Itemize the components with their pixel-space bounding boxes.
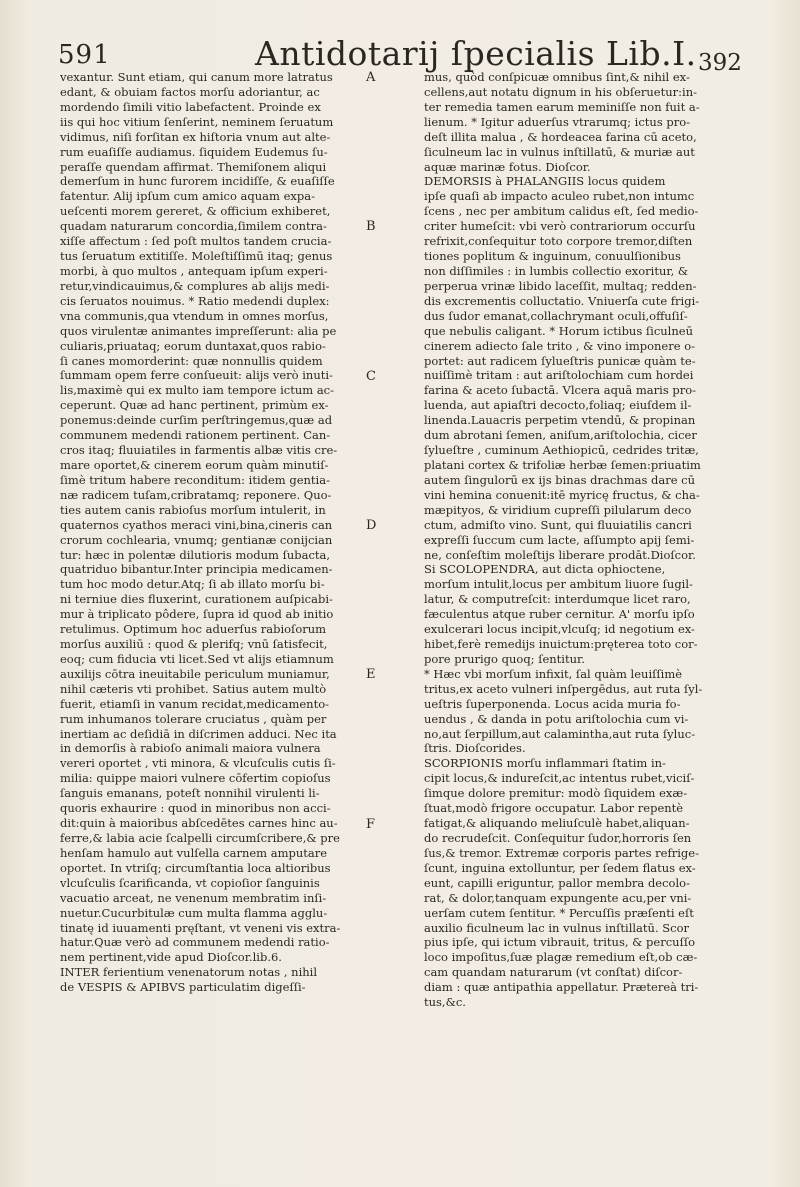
text-line: vini hemina conuenit:itē myricę fructus, & cha- — [424, 487, 700, 502]
text-line: culiaris,priuataq; eorum duntaxat,quos rabio- — [60, 338, 326, 353]
left-text-column — [60, 70, 358, 995]
text-line: vidimus, niſi forſitan ex hiſtoria vnum aut alte- — [60, 129, 331, 144]
text-line: de VESPIS & APIBVS particulatim digeſſi- — [60, 980, 306, 995]
text-line: cipit locus,& indureſcit,ac intentus rubet,viciſ- — [424, 771, 695, 786]
text-line: cros itaq; fluuiatiles in farmentis albæ vitis cre- — [60, 443, 338, 458]
text-line: hatur.Quæ verò ad communem medendi ratio- — [60, 935, 330, 950]
text-line: tur: hæc in polentæ dilutioris modum ſubacta, — [60, 547, 331, 562]
text-line: cam quandam naturarum (vt conſtat) diſcor- — [424, 965, 683, 980]
text-line: crorum cochlearia, vnumq; gentianæ conijcian — [60, 532, 333, 547]
text-line: Si SCOLOPENDRA, aut dicta ophioctene, — [424, 562, 666, 577]
text-line: linenda.Lauacris perpetim vtendū, & propinan — [424, 413, 696, 428]
margin-letter: E — [366, 667, 376, 683]
page-number-right: 392 — [698, 50, 742, 76]
text-line: fatigat,& aliquando meliuſculè habet,aliquan- — [424, 816, 690, 831]
text-line: quoris exhaurire : quod in minoribus non acci- — [60, 801, 331, 816]
text-line: luenda, aut apiaſtri decocto,foliaq; eiuſdem il- — [424, 398, 692, 413]
text-line: vexantur. Sunt etiam, qui canum more latratus — [60, 70, 333, 84]
text-line: ſiculneum lac in vulnus inſtillatū, & muriæ aut — [424, 144, 695, 159]
right-text-column — [424, 70, 722, 1010]
text-line: nuetur.Cucurbitulæ cum multa flamma agglu- — [60, 905, 328, 920]
text-line: ſanguis emanans, poteſt nonnihil virulenti li- — [60, 786, 320, 801]
text-line: eunt, capilli eriguntur, pallor membra decolo- — [424, 875, 690, 890]
text-line: quadam naturarum concordia,ſimilem contra- — [60, 219, 327, 234]
text-line: deſt illita malua , & hordeacea farina cū aceto, — [424, 129, 697, 144]
margin-letter: B — [366, 219, 376, 235]
text-line: uerſam cutem ſentitur. * Percuſſis præſenti eſt — [424, 905, 694, 920]
text-line: tum hoc modo detur.Atq; ſi ab illato morſu bi- — [60, 577, 325, 592]
running-title: Antidotarij ſpecialis Lib.I. — [255, 34, 697, 73]
text-line: mare oportet,& cinerem eorum quàm minutiſ- — [60, 457, 329, 472]
margin-letter: A — [366, 70, 376, 85]
text-line: tus,&c. — [424, 995, 466, 1010]
text-line: que nebulis caligant. * Horum ictibus ſiculneū — [424, 323, 693, 338]
text-line: loco impoſitus,ſuæ plagæ remedium eſt,ob cæ- — [424, 950, 698, 965]
text-line: diam : quæ antipathia appellatur. Prætereà tri- — [424, 980, 699, 995]
text-line: xiſſe affectum : ſed poſt multos tandem crucia- — [60, 234, 332, 249]
text-line: retulimus. Optimum hoc aduerſus rabioſorum — [60, 622, 327, 637]
text-line: dum abrotani ſemen, aniſum,ariſtolochia, cicer — [424, 428, 697, 443]
text-line: mus, quòd conſpicuæ omnibus ſint,& nihil ex- — [424, 70, 690, 84]
text-line: uendus , & danda in potu ariſtolochia cum vi- — [424, 711, 689, 726]
text-line: * Hæc vbi morſum infixit, ſal quàm leuiſſimè — [424, 666, 683, 681]
text-line: no,aut ſerpillum,aut calamintha,aut ruta ſyluc- — [424, 726, 696, 741]
text-line: ſylueſtre , cuminum Aethiopicū, cedrides tritæ, — [424, 443, 699, 458]
text-line: demerſum in hunc furorem incidiſſe, & euaſiſſe — [60, 174, 335, 189]
margin-letter: F — [366, 816, 376, 832]
text-line: mæpityos, & viridium cupreſſi pilularum deco — [424, 502, 692, 517]
text-line: tritus,ex aceto vulneri inſpergēdus, aut ruta ſyl- — [424, 681, 703, 696]
text-line: fuerit, etiamſi in vanum recidat,medicamento- — [60, 696, 330, 711]
text-line: edant, & obuiam factos morſu adoriantur, ac — [60, 84, 320, 99]
text-line: dis excrementis colluctatio. Vniuerſa cute frigi- — [424, 293, 700, 308]
text-line: ne, conſeſtim moleſtijs liberare prodāt.Dioſcor. — [424, 547, 696, 562]
text-line: ctum, admiſto vino. Sunt, qui fluuiatilis cancri — [424, 517, 692, 532]
text-line: mordendo ſimili vitio labefactent. Proinde ex — [60, 99, 321, 114]
text-line: oportet. In vtriſq; circumſtantia loca altioribus — [60, 860, 331, 875]
text-line: ſtuat,modò frigore occupatur. Labor repentè — [424, 801, 684, 816]
text-line: platani cortex & trifoliæ herbæ ſemen:priuatim — [424, 457, 701, 472]
text-line: inertiam ac deſidiā in diſcrimen adduci. Nec ita — [60, 726, 337, 741]
text-line: ponemus:deinde curſim perſtringemus,quæ ad — [60, 413, 333, 428]
text-line: in demorſis à rabioſo animali maiora vulnera — [60, 741, 321, 756]
text-line: SCORPIONIS morſu inflammari ſtatim in- — [424, 756, 666, 771]
margin-letter: D — [366, 517, 377, 533]
text-line: criter humeſcit: vbi verò contrariorum occurſu — [424, 219, 696, 234]
text-line: aquæ marinæ fotus. Dioſcor. — [424, 159, 591, 174]
page-number-left: 591 — [58, 40, 111, 70]
text-line: iis qui hoc vitium ſenſerint, neminem ſeruatum — [60, 114, 334, 129]
text-line: dus ſudor emanat,collachrymant oculi,offuſiſ- — [424, 308, 688, 323]
text-line: auxilijs cōtra ineuitabile periculum muniamur, — [60, 666, 330, 681]
text-line: ueſcenti morem gereret, & officium exhiberet, — [60, 204, 331, 219]
text-line: ter remedia tamen earum meminiſſe non fuit a- — [424, 99, 700, 114]
text-line: vereri oportet , vti minora, & vlcuſculis cutis ſi- — [60, 756, 336, 771]
text-line: retur,vindicauimus,& complures ab alijs medi- — [60, 278, 330, 293]
text-line: quos virulentæ animantes impreſſerunt: alia pe — [60, 323, 337, 338]
text-line: ſcens , nec per ambitum calidus eſt, ſed medio- — [424, 204, 699, 219]
text-line: do recrudeſcit. Conſequitur ſudor,horroris ſen — [424, 831, 692, 846]
text-line: portet: aut radicem ſylueſtris punicæ quàm te- — [424, 353, 696, 368]
text-line: nuiſſimè tritam : aut ariſtolochiam cum hordei — [424, 368, 694, 383]
text-line: ſcunt, inguina extolluntur, per ſedem flatus ex- — [424, 860, 696, 875]
text-line: expreſſi ſuccum cum lacte, aſſumpto apij ſemi- — [424, 532, 695, 547]
text-line: morſus auxiliū : quod & plerifq; vnū ſatisfecit, — [60, 637, 328, 652]
text-line: pius ipſe, qui ictum vibrauit, tritus, & percuſſo — [424, 935, 696, 950]
text-line: vna communis,qua vtendum in omnes morſus, — [60, 308, 329, 323]
text-line: ipſe quaſi ab impacto aculeo rubet,non intumc — [424, 189, 695, 204]
text-line: næ radicem tuſam,cribratamq; reponere. Quo- — [60, 487, 332, 502]
text-line: quaternos cyathos meraci vini,bina,cineris can — [60, 517, 333, 532]
text-line: nihil cæteris vti prohibet. Satius autem multò — [60, 681, 327, 696]
text-line: non diſſimiles : in lumbis collectio exoritur, & — [424, 263, 689, 278]
text-line: tinatę id iuuamenti pręſtant, vt veneni vis extra- — [60, 920, 341, 935]
text-line: ceperunt. Quæ ad hanc pertinent, primùm ex- — [60, 398, 329, 413]
text-line: ferre,& labia acie ſcalpelli circumſcribere,& pre — [60, 831, 340, 846]
text-line: perperua vrinæ libido laceſſit, multaq; redden- — [424, 278, 697, 293]
text-line: pore prurigo quoq; ſentitur. — [424, 651, 585, 666]
text-line: ſi canes momorderint: quæ nonnullis quidem — [60, 353, 323, 368]
text-line: hibet,ferè remedijs inuictum:pręterea toto cor- — [424, 637, 698, 652]
text-line: ueſtris ſuperponenda. Locus acida muria fo- — [424, 696, 681, 711]
text-line: ſimque dolore premitur: modò ſiquidem exæ- — [424, 786, 688, 801]
text-line: cis ſeruatos nouimus. * Ratio medendi duplex: — [60, 293, 330, 308]
text-line: tus ſeruatum extitiſſe. Moleſtiſſimū itaq; genus — [60, 249, 333, 264]
text-line: refrixit,conſequitur toto corpore tremor,diſten — [424, 234, 693, 249]
text-line: peraſſe quendam affirmat. Themiſonem aliqui — [60, 159, 327, 174]
text-line: exulcerari locus incipit,vlcuſq; id negotium ex- — [424, 622, 695, 637]
text-line: ſummam opem ferre conſueuit: alijs verò inuti- — [60, 368, 333, 383]
text-line: latur, & computreſcit: interdumque licet raro, — [424, 592, 691, 607]
text-line: auxilio ficulneum lac in vulnus inſtillatū. Scor — [424, 920, 689, 935]
text-line: fæculentus atque ruber cernitur. A' morſu ipſo — [424, 607, 695, 622]
text-line: vlcuſculis ſcarificanda, vt copioſior ſanguinis — [60, 875, 320, 890]
margin-letter: C — [366, 368, 376, 384]
text-line: cinerem adiecto ſale trito , & vino imponere o- — [424, 338, 695, 353]
text-line: henſam hamulo aut vulſella carnem amputare — [60, 845, 328, 860]
text-line: farina & aceto ſubactā. Vlcera aquā maris pro- — [424, 383, 697, 398]
text-line: eoq; cum fiducia vti licet.Sed vt alijs etiamnum — [60, 651, 334, 666]
text-line: ties autem canis rabioſus morſum intulerit, in — [60, 502, 326, 517]
text-line: rat, & dolor,tanquam expungente acu,per vni- — [424, 890, 692, 905]
text-line: cellens,aut notatu dignum in his obſeruetur:in- — [424, 84, 697, 99]
text-line: morſum intulit,locus per ambitum liuore ſugil- — [424, 577, 693, 592]
text-line: rum euaſiſſe audiamus. ſiquidem Eudemus ſu- — [60, 144, 328, 159]
text-line: dit:quin à maioribus abſcedētes carnes hinc au- — [60, 816, 338, 831]
text-line: quatriduo bibantur.Inter principia medicamen- — [60, 562, 333, 577]
text-line: rum inhumanos tolerare cruciatus , quàm per — [60, 711, 327, 726]
text-line: DEMORSIS à PHALANGIIS locus quidem — [424, 174, 666, 189]
text-line: milia: quippe maiori vulnere cōfertim copioſus — [60, 771, 331, 786]
text-line: ſtris. Dioſcorides. — [424, 741, 526, 756]
text-line: communem medendi rationem pertinent. Can- — [60, 428, 331, 443]
text-line: lis,maximè qui ex multo iam tempore ictum ac- — [60, 383, 335, 398]
text-line: morbi, à quo multos , antequam ipſum experi- — [60, 263, 328, 278]
text-line: INTER ferientium venenatorum notas , nihil — [60, 965, 318, 980]
text-line: autem ſingulorū ex ijs binas drachmas dare cū — [424, 472, 696, 487]
text-line: ni terniue dies fluxerint, curationem auſpicabi- — [60, 592, 333, 607]
text-line: nem pertinent,vide apud Dioſcor.lib.6. — [60, 950, 282, 965]
text-line: ſimè tritum habere reconditum: itidem gentia- — [60, 472, 330, 487]
text-line: vacuatio arceat, ne venenum membratim inſi- — [60, 890, 327, 905]
text-line: tiones poplitum & inguinum, conuulſionibus — [424, 249, 681, 264]
text-line: mur à triplicato pôdere, ſupra id quod ab initio — [60, 607, 334, 622]
text-line: ſus,& tremor. Extremæ corporis partes refrige- — [424, 845, 699, 860]
text-line: lienum. * Igitur aduerſus vtrarumq; ictus pro- — [424, 114, 691, 129]
text-line: fatentur. Alij ipſum cum amico aquam expa- — [60, 189, 315, 204]
running-header — [0, 0, 800, 76]
